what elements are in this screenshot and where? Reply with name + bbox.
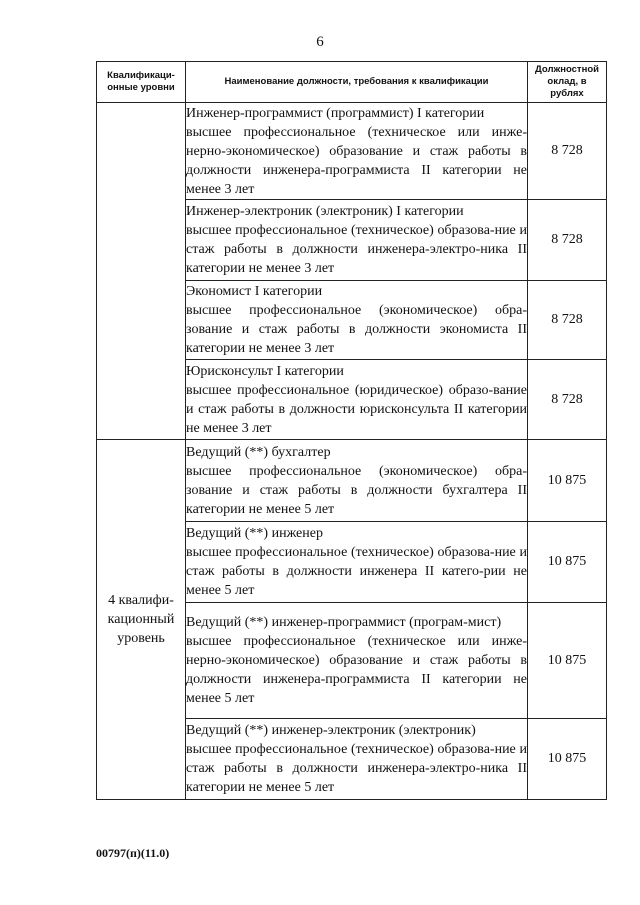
level-cell-3	[97, 103, 186, 440]
header-position-label: Наименование должности, требования к квалификации	[224, 76, 489, 87]
position-cell	[186, 103, 528, 200]
table-row	[97, 103, 607, 200]
level-label: 4 квалифи-кационный уровень	[107, 593, 175, 646]
salary-cell: 10 875	[528, 522, 607, 603]
position-cell	[186, 200, 528, 281]
position-title: Инженер-программист (программист) I категории	[186, 105, 485, 121]
qualification-table	[96, 61, 607, 800]
position-title: Инженер-электроник (электроник) I категории	[186, 204, 464, 219]
position-requirements: высшее профессиональное (экономическое) обра-зование и стаж работы в должности бухгалтера II категории не менее 5 лет	[186, 463, 527, 517]
position-cell	[186, 603, 528, 719]
position-title: Ведущий (**) инженер	[186, 526, 323, 541]
position-title: Экономист I категории	[186, 284, 323, 299]
salary-cell: 8 728	[528, 200, 607, 281]
header-position	[186, 62, 528, 103]
header-level-label: Квалификаци-онные уровни	[107, 70, 175, 93]
position-cell	[186, 440, 528, 522]
salary-cell: 8 728	[528, 103, 607, 200]
salary-cell: 8 728	[528, 360, 607, 440]
position-cell	[186, 719, 528, 800]
position-cell	[186, 522, 528, 603]
salary-cell: 10 875	[528, 440, 607, 522]
position-title: Ведущий (**) бухгалтер	[186, 444, 331, 460]
level-cell-4	[97, 440, 186, 800]
salary-cell: 10 875	[528, 603, 607, 719]
position-requirements: высшее профессиональное (техническое) образова-ние и стаж работы в должности инженера II катего-рии не менее 5 лет	[186, 545, 527, 598]
table-header-row	[97, 62, 607, 103]
page-number: 6	[316, 34, 324, 50]
position-title: Юрисконсульт I категории	[186, 363, 344, 379]
header-level	[97, 62, 186, 103]
salary-cell: 10 875	[528, 719, 607, 800]
table-row	[97, 440, 607, 522]
position-requirements: высшее профессиональное (техническое) образова-ние и стаж работы в должности инженера-электро-ника II категории не менее 5 лет	[186, 742, 527, 795]
salary-cell: 8 728	[528, 281, 607, 360]
position-requirements: высшее профессиональное (техническое или инже-нерно-экономическое) образование и стаж работы в должности инженера-программиста II категории не менее 5 лет	[186, 634, 527, 706]
position-requirements: высшее профессиональное (техническое или инже-нерно-экономическое) образование и стаж работы в должности инженера-программиста II категории не менее 3 лет	[186, 124, 527, 197]
position-cell	[186, 360, 528, 440]
document-code: 00797(п)(11.0)	[96, 846, 170, 860]
position-title: Ведущий (**) инженер-программист (програм-мист)	[186, 615, 502, 630]
header-salary	[528, 62, 607, 103]
position-title: Ведущий (**) инженер-электроник (электроник)	[186, 723, 476, 738]
position-requirements: высшее профессиональное (экономическое) обра-зование и стаж работы в должности экономиста II категории не менее 3 лет	[186, 303, 527, 356]
header-salary-label: Должностной оклад, в рублях	[535, 64, 599, 99]
position-cell	[186, 281, 528, 360]
position-requirements: высшее профессиональное (юридическое) образо-вание и стаж работы в должности юрисконсульта II категории не менее 3 лет	[186, 382, 527, 436]
position-requirements: высшее профессиональное (техническое) образова-ние и стаж работы в должности инженера-электро-ника II категории не менее 3 лет	[186, 223, 527, 276]
